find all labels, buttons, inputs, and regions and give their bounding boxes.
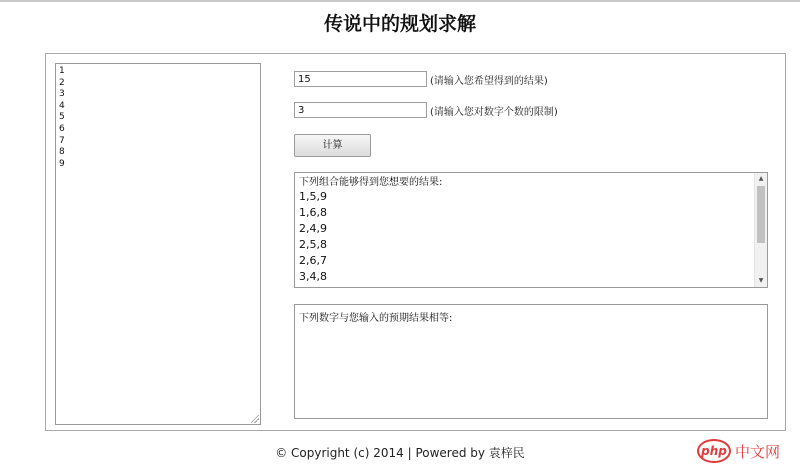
- result-line: 2,5,8: [299, 238, 327, 251]
- number-list-item: 9: [59, 158, 65, 169]
- calculate-button[interactable]: 计算: [294, 134, 371, 157]
- php-logo-icon: php: [697, 439, 731, 463]
- target-hint: (请输入您希望得到的结果): [430, 76, 548, 87]
- equal-results-heading: 下列数字与您输入的预期结果相等:: [299, 313, 453, 324]
- result-line: 1,6,8: [299, 206, 327, 219]
- number-list-item: 5: [59, 112, 65, 123]
- number-list-item: 4: [59, 100, 65, 111]
- scroll-down-icon[interactable]: ▼: [758, 277, 764, 284]
- number-list-item: 3: [59, 89, 65, 100]
- number-list-item: 6: [59, 123, 65, 134]
- resize-grip-icon[interactable]: [251, 415, 259, 423]
- equal-results-textarea[interactable]: [294, 304, 768, 419]
- watermark-site-name: 中文网: [735, 443, 781, 461]
- count-row: [294, 102, 774, 118]
- result-line: 2,6,7: [299, 254, 327, 267]
- number-list-item: 2: [59, 77, 65, 88]
- number-list-item: 1: [59, 66, 65, 76]
- number-list-item: 8: [59, 147, 65, 158]
- number-list-item: 7: [59, 135, 65, 146]
- count-input[interactable]: [294, 102, 427, 118]
- count-hint: (请输入您对数字个数的限制): [430, 107, 558, 118]
- result-line: 2,4,9: [299, 222, 327, 235]
- scroll-up-icon[interactable]: ▲: [758, 175, 764, 182]
- scroll-thumb[interactable]: [757, 186, 765, 243]
- vertical-scrollbar[interactable]: [754, 173, 767, 287]
- footer-copyright: © Copyright (c) 2014 | Powered by 袁梓民: [275, 446, 525, 460]
- combination-results-content: [299, 177, 753, 285]
- result-line: 3,4,8: [299, 270, 327, 283]
- combination-results-heading: 下列组合能够得到您想要的结果:: [299, 177, 443, 188]
- combination-results-textarea[interactable]: [294, 172, 768, 288]
- target-input[interactable]: [294, 71, 427, 87]
- number-list-textarea[interactable]: [55, 63, 261, 425]
- result-line: 1,5,9: [299, 190, 327, 203]
- top-divider: [0, 0, 800, 2]
- site-watermark: [697, 437, 793, 467]
- target-row: [294, 71, 774, 87]
- page-title: 传说中的规划求解: [323, 13, 476, 35]
